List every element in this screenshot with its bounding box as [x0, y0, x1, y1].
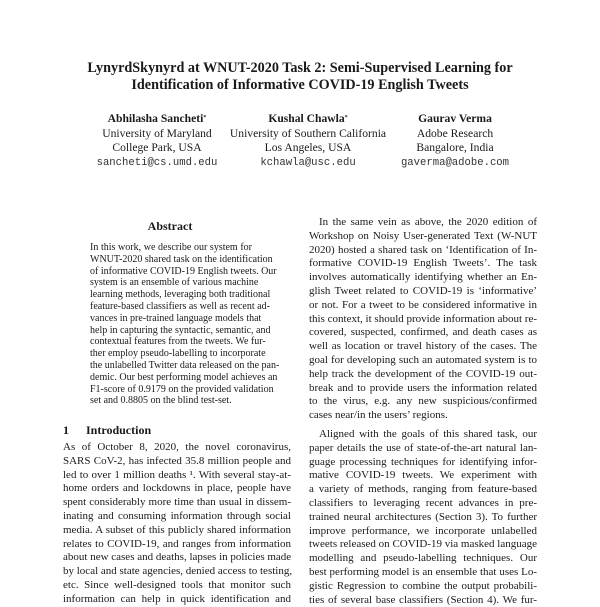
body-line: spent considerably more time than usual in dissem- — [63, 496, 291, 509]
abstract-line: vances in pre-trained language models that — [90, 312, 262, 324]
author-location: Los Angeles, USA — [264, 141, 352, 155]
equal-contribution-mark: * — [344, 115, 348, 121]
body-line: SARS CoV-2, has infected 35.8 million people and — [63, 454, 291, 467]
author-3 — [390, 112, 520, 170]
body-line: well as location or travel history of the cases. The — [309, 340, 537, 353]
author-name: Gaurav Verma — [418, 112, 492, 125]
body-line: paper details the use of state-of-the-art natural lan- — [309, 441, 537, 454]
body-line: gistic Regression to combine the output probabili- — [309, 579, 537, 592]
abstract-line: set and 0.8805 on the blind test-set. — [90, 395, 232, 407]
body-line: formative COVID-19 English Tweets’. The task — [309, 257, 537, 270]
abstract-heading: Abstract — [147, 219, 193, 233]
author-affiliation: Adobe Research — [416, 126, 494, 140]
body-line: home orders and lockdowns in place, people have — [63, 482, 291, 495]
author-name: Kushal Chawla — [268, 112, 345, 125]
body-line: guage processing techniques for identifying infor- — [309, 455, 537, 468]
abstract-line: ther employ pseudo-labelling to incorporate — [90, 348, 266, 360]
abstract-line: contextual features from the tweets. We fur- — [90, 336, 266, 348]
section-number: 1 — [63, 423, 69, 437]
body-line: mative COVID-19 tweets. We experiment with — [309, 469, 537, 482]
body-line: 2020) hosted a shared task on ‘Identification of In- — [309, 243, 537, 256]
body-line: Aligned with the goals of this shared task, our — [319, 427, 537, 440]
body-line: modelling and pseudo-labelling techniques. Our — [309, 552, 537, 565]
abstract-line: In this work, we describe our system for — [90, 242, 252, 253]
body-line: covered, suspected, confirmed, and death cases as — [309, 326, 537, 339]
author-name: Abhilasha Sancheti — [107, 112, 204, 125]
body-line: In the same vein as above, the 2020 edition of — [319, 216, 537, 228]
body-line: led to over 1 million deaths ¹. With several stay-at- — [63, 468, 291, 481]
body-line: improve performance, we incorporate unlabelled — [309, 524, 537, 537]
body-line: best performing model is an ensemble that uses Lo- — [309, 565, 537, 578]
author-affiliation: University of Maryland — [102, 126, 212, 140]
right-column-body — [309, 216, 537, 607]
body-line: media. A subset of this publicly shared information — [63, 523, 291, 536]
body-line: goal for developing such an automated system is to — [309, 353, 537, 366]
body-line: ties of several base classifiers (Section 4). We fur- — [309, 593, 537, 606]
abstract-line: F1-score of 0.9179 on the provided validation — [90, 383, 274, 395]
abstract-line: system is an ensemble of various machine — [90, 277, 259, 289]
body-line: Workshop on Noisy User-generated Text (W-NUT — [309, 229, 537, 242]
abstract-line: the unlabelled Twitter data released on the pan- — [90, 359, 280, 371]
abstract-line: WNUT-2020 shared task on the identification — [90, 253, 273, 265]
paragraph-contributions — [309, 428, 537, 607]
body-line: inating and consuming information through social — [63, 509, 291, 522]
body-line: etc. Since well-designed tools that monitor such — [63, 578, 291, 591]
paragraph-wnut-task — [309, 216, 537, 423]
body-line: tweets released on COVID-19 via masked language — [309, 538, 537, 551]
section-heading-introduction — [63, 423, 151, 438]
equal-contribution-mark: * — [203, 115, 207, 121]
title-line-2: Identification of Informative COVID-19 English Tweets — [131, 77, 469, 93]
abstract-line: help in capturing the syntactic, semantic, and — [90, 324, 271, 336]
body-line: involves automatically identifying whether an En- — [309, 271, 537, 284]
abstract-line: learning methods, leveraging both traditional — [90, 289, 271, 301]
author-1 — [87, 112, 227, 170]
abstract-body — [90, 242, 280, 407]
body-line: or not. For a tweet to be considered informative in — [309, 298, 537, 311]
body-line: cases near/in the users’ regions. — [309, 409, 448, 422]
author-location: College Park, USA — [112, 141, 202, 155]
body-line: relates to COVID-19, and ranges from information — [63, 537, 291, 550]
author-email: kchawla@usc.edu — [260, 156, 356, 169]
author-location: Bangalore, India — [416, 141, 494, 155]
body-line: break and to provide users the information related — [309, 381, 537, 394]
left-column-body — [63, 441, 291, 607]
author-affiliation: University of Southern California — [229, 126, 387, 140]
body-line: information can help in quick identification and — [63, 592, 291, 605]
body-line: As of October 8, 2020, the novel coronavirus, — [63, 441, 291, 453]
abstract-line: of informative COVID-19 English tweets. Our — [90, 265, 277, 277]
body-line: trained neural architectures (Section 3). To further — [309, 510, 537, 523]
abstract-line: demic. Our best performing model achieves an — [90, 371, 278, 383]
section-title: Introduction — [86, 423, 152, 437]
body-line: about new cases and deaths, lapses in policies made — [63, 551, 292, 564]
body-line: a variety of methods, ranging from feature-based — [309, 483, 537, 496]
author-2 — [227, 112, 389, 170]
body-line: help track the development of the COVID-19 out- — [309, 367, 537, 380]
body-line: classifiers to leveraging recent advances in pre- — [309, 496, 537, 509]
body-line: glish Tweet related to COVID-19 is ‘informative’ — [309, 284, 537, 297]
author-email: sancheti@cs.umd.edu — [96, 156, 218, 169]
body-line: this context, it should provide information about re- — [309, 312, 537, 325]
author-email: gaverma@adobe.com — [400, 156, 510, 169]
title-line-1: LynyrdSkynyrd at WNUT-2020 Task 2: Semi-Supervised Learning for — [87, 60, 513, 76]
body-line: to the virus, e.g. any new suspicious/confirmed — [309, 395, 537, 408]
abstract-line: feature-based classifiers as well as recent ad- — [90, 300, 270, 312]
body-line: by local and state agencies, denied access to testing, — [63, 565, 293, 578]
paper-title — [0, 60, 600, 94]
